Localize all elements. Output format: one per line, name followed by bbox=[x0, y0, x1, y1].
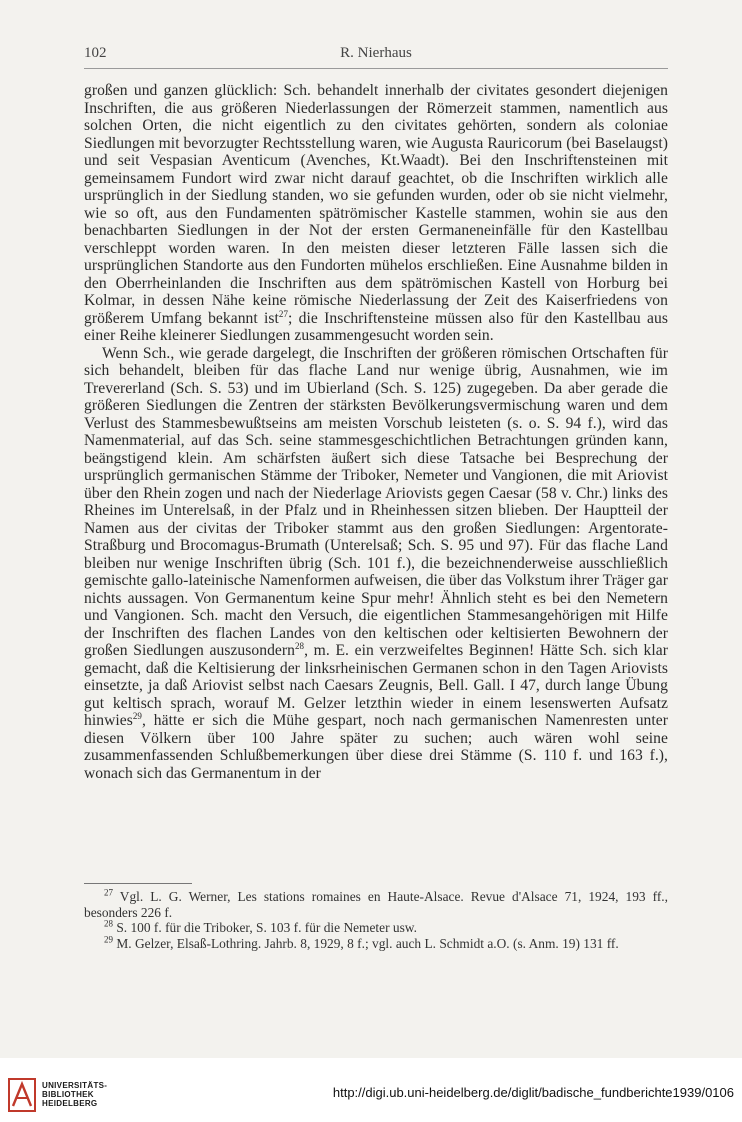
body-text bbox=[84, 82, 668, 782]
viewer-footer bbox=[0, 1058, 742, 1122]
library-name: UNIVERSITÄTS- BIBLIOTHEK HEIDELBERG bbox=[42, 1081, 108, 1108]
heidelberg-library-logo-icon[interactable] bbox=[8, 1078, 36, 1112]
paragraph-1: großen und ganzen glücklich: Sch. behandelt innerhalb der civitates gesondert diejenigen Inschriften, die aus größeren Niederlassungen der Römerzeit stammen, namentlich aus solchen Orten, die nicht eigentlich zu den civitates gehörten, sondern als coloniae Siedlungen mit bevorzugter Rechtsstellung waren, wie Augusta Rauricorum (bei Baselaugst) und seit Vespasian Aventicum (Avenches, Kt.Waadt). Bei den Inschriftensteinen mit gemeinsamem Fundort wird zwar nicht darauf geachtet, ob die Inschriften wirklich alle ursprünglich in der Siedlung standen, wo sie gefunden wurden, oder ob sie nicht vielmehr, wie so oft, aus den Fundamenten spätrömischer Kastelle stammen, wohin sie aus den benachbarten Siedlungen in der Not der ersten Germaneneinfälle für den Kastellbau verschleppt worden waren. In den meisten dieser letzteren Fälle lassen sich die ursprünglichen Standorte aus den Fundorten mühelos erschließen. Eine Ausnahme bilden in den Oberrheinlanden die Inschriften aus dem spätrömischen Kastell von Horburg bei Kolmar, in dessen Nähe keine römische Niederlassung der Zeit des Kaiserfriedens von größerem Umfang bekannt ist$^{27}$; die Inschriftensteine müssen also für den Kastellbau aus einer Reihe kleinerer Siedlungen zusammengesucht worden sein. bbox=[84, 82, 668, 344]
footnote-28: $^{28}$ S. 100 f. für die Triboker, S. 103 f. für die Nemeter usw. bbox=[104, 918, 417, 935]
page-number: 102 bbox=[84, 45, 107, 61]
paragraph-2: Wenn Sch., wie gerade dargelegt, die Inschriften der größeren römischen Ortschaften für sich behandelt, bleiben für das flache Land nur wenige übrig, Ausnahmen, wie im Trevererland (Sch. S. 53) und im Ubierland (Sch. S. 125) zugegeben. Da aber gerade die größeren Siedlungen die Zentren der stärksten Bevölkerungsvermischung waren und dem Verlust des Stammesbewußtseins am meisten Vorschub leisteten (s. o. S. 94 f.), wird das Namenmaterial, auf das Sch. seine stammesgeschichtlichen Betrachtungen gründen kann, beängstigend klein. Am schärfsten äußert sich diese Tatsache bei Besprechung der ursprünglich germanischen Stämme der Triboker, Nemeter und Vangionen, die mit Ariovist über den Rhein zogen und nach der Niederlage Ariovists gegen Caesar (58 v. Chr.) links des Rheines im Unterelsaß, in der Pfalz und in Rheinhessen sitzen blieben. Der Hauptteil der Namen aus der civitas der Triboker stammt aus den großen Siedlungen: Argentorate-Straßburg und Brocomagus-Brumath (Unterelsaß; Sch. S. 95 und 97). Für das flache Land bleiben nur wenige Inschriften übrig (Sch. 101 f.), die bezeichnenderweise ausschließlich gemischte gallo-lateinische Namenformen aufweisen, die über das Volkstum ihrer Träger gar nichts aussagen. Von Germanentum keine Spur mehr! Ähnlich steht es bei den Nemetern und Vangionen. Sch. macht den Versuch, die eigentlichen Stammesangehörigen mit Hilfe der Inschriften des flachen Landes von den keltischen oder keltisierten Bewohnern der großen Siedlungen auszusondern$^{28}$, m. E. ein verzweifeltes Beginnen! Hätte Sch. sich klar gemacht, daß die Keltisierung der linksrheinischen Germanen schon in den Tagen Ariovists einsetzte, ja daß Ariovist selbst nach Caesars Zeugnis, Bell. Gall. I 47, durch lange Übung gut keltisch sprach, worauf M. Gelzer letzthin wieder in einem lesenswerten Aufsatz hinwies$^{29}$, hätte er sich die Mühe gespart, noch nach germanischen Namenresten unter diesen Völkern über 100 Jahre später zu suchen; auch wären wohl seine zusammenfassenden Schlußbemerkungen über diese drei Stämme (S. 110 f. und 163 f.), wonach sich das Germanentum in der bbox=[84, 344, 668, 782]
footnote-27: $^{27}$ Vgl. L. G. Werner, Les stations romaines en Haute-Alsace. Revue d'Alsace 71, 1924, 193 ff., besonders 226 f. bbox=[84, 887, 668, 920]
footnotes bbox=[84, 889, 668, 951]
footnote-ref-27[interactable]: 27 bbox=[278, 308, 289, 319]
footnote-ref-28[interactable]: 28 bbox=[295, 640, 305, 651]
running-title: R. Nierhaus bbox=[340, 45, 412, 61]
footnote-29: $^{29}$ M. Gelzer, Elsaß-Lothring. Jahrb. 8, 1929, 8 f.; vgl. auch L. Schmidt a.O. (s. Anm. 19) 131 ff. bbox=[104, 934, 619, 951]
permalink-url[interactable]: http://digi.ub.uni-heidelberg.de/diglit/badische_fundberichte1939/0106 bbox=[332, 1085, 734, 1100]
footnote-rule bbox=[84, 883, 192, 884]
footnote-ref-29[interactable]: 29 bbox=[132, 710, 142, 721]
page-header bbox=[84, 45, 668, 67]
header-rule bbox=[84, 68, 668, 69]
